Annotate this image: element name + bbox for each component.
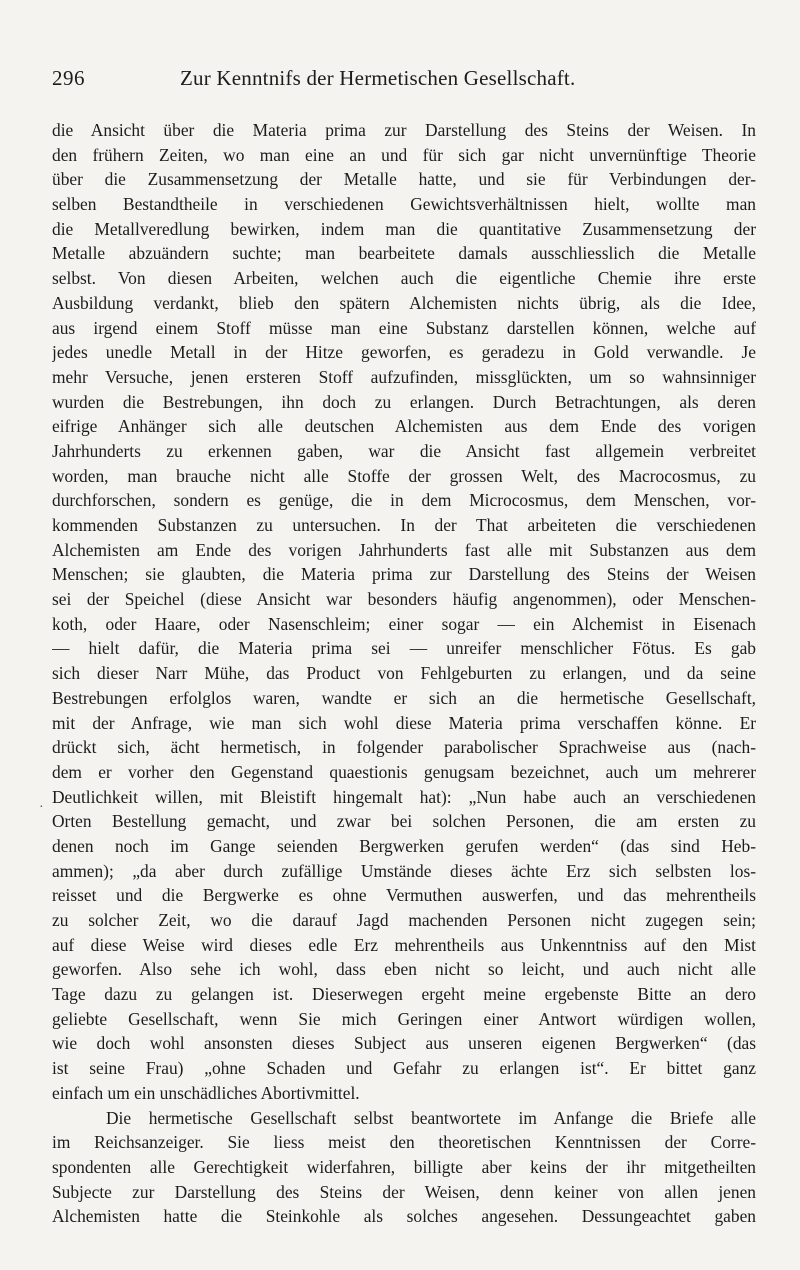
text-line: auf diese Weise wird dieses edle Erz mehrentheils aus Unkenntniss auf den Mist xyxy=(52,934,756,955)
text-line: Metalle abzuändern suchte; man bearbeitete damals ausschliesslich die Metalle xyxy=(52,243,756,264)
text-line: mehr Versuche, jenen ersteren Stoff aufzufinden, missglückten, um so wahnsinniger xyxy=(52,366,756,387)
text-line: eifrige Anhänger sich alle deutschen Alchemisten aus dem Ende des vorigen xyxy=(52,416,756,437)
text-line: wie doch wohl ansonsten dieses Subject aus unseren eigenen Bergwerken“ (das xyxy=(52,1033,756,1054)
text-line: geworfen. Also sehe ich wohl, dass eben nicht so leicht, und auch nicht alle xyxy=(52,959,756,980)
text-line: reisset und die Bergwerke es ohne Vermuthen auswerfen, und das mehrentheils xyxy=(52,885,756,906)
text-line: worden, man brauche nicht alle Stoffe der grossen Welt, des Macrocosmus, zu xyxy=(52,465,756,486)
text-line: Deutlichkeit willen, mit Bleistift hingemalt hat): „Nun habe auch an verschiedenen xyxy=(52,786,756,807)
margin-mark: · xyxy=(39,800,44,815)
text-line: drückt sich, ächt hermetisch, in folgender parabolischer Sprachweise aus (nach- xyxy=(52,737,756,758)
text-line: über die Zusammensetzung der Metalle hatte, und sie für Verbindungen der- xyxy=(52,169,756,190)
text-line: Ausbildung verdankt, blieb den spätern Alchemisten nichts übrig, als die Idee, xyxy=(52,292,756,313)
text-line: jedes unedle Metall in der Hitze geworfen, es geradezu in Gold verwandle. Je xyxy=(52,342,756,363)
text-line: ammen); „da aber durch zufällige Umstände dieses ächte Erz sich selbsten los- xyxy=(52,860,756,881)
running-title: Zur Kenntnifs der Hermetischen Gesellschaft. xyxy=(180,66,576,90)
text-line: selbst. Von diesen Arbeiten, welchen auch die eigentliche Chemie ihre erste xyxy=(52,268,756,289)
text-line: Bestrebungen erfolglos waren, wandte er sich an die hermetische Gesellschaft, xyxy=(52,687,756,708)
text-line: koth, oder Haare, oder Nasenschleim; einer sogar — ein Alchemist in Eisenach xyxy=(52,613,756,634)
text-line: Jahrhunderts zu erkennen gaben, war die Ansicht fast allgemein verbreitet xyxy=(52,440,756,461)
text-line: den frühern Zeiten, wo man eine an und für sich gar nicht unvernünftige Theorie xyxy=(52,144,756,165)
text-line: sei der Speichel (diese Ansicht war besonders häufig angenommen), oder Menschen- xyxy=(52,589,756,610)
page-header xyxy=(52,66,752,94)
text-line: selben Bestandtheile in verschiedenen Gewichtsverhältnissen hielt, wollte man xyxy=(52,194,756,215)
text-line: im Reichsanzeiger. Sie liess meist den theoretischen Kenntnissen der Corre- xyxy=(52,1132,756,1153)
text-line: sich dieser Narr Mühe, das Product von Fehlgeburten zu erlangen, und da seine xyxy=(52,663,756,684)
text-line: kommenden Substanzen zu untersuchen. In der That arbeiteten die verschiedenen xyxy=(52,515,756,535)
page-number: 296 xyxy=(52,66,85,90)
text-line: die Metallveredlung bewirken, indem man die quantitative Zusammensetzung der xyxy=(52,218,756,239)
text-line: Subjecte zur Darstellung des Steins der Weisen, denn keiner von allen jenen xyxy=(52,1181,756,1202)
text-line: Alchemisten am Ende des vorigen Jahrhunderts fast alle mit Substanzen aus dem xyxy=(52,539,756,560)
text-line: denen noch im Gange seienden Bergwerken gerufen werden“ (das sind Heb- xyxy=(52,835,756,856)
text-line: Orten Bestellung gemacht, und zwar bei solchen Personen, die am ersten zu xyxy=(52,811,756,832)
text-line: mit der Anfrage, wie man sich wohl diese Materia prima verschaffen könne. Er xyxy=(52,712,756,733)
text-line: wurden die Bestrebungen, ihn doch zu erlangen. Durch Betrachtungen, als deren xyxy=(52,391,756,412)
text-line: dem er vorher den Gegenstand quaestionis genugsam bezeichnet, auch um mehrerer xyxy=(52,761,756,782)
text-line: spondenten alle Gerechtigkeit widerfahren, billigte aber keins der ihr mitgetheilten xyxy=(52,1156,756,1177)
body-text xyxy=(52,118,756,1229)
paragraph-end-line: einfach um ein unschädliches Abortivmittel. xyxy=(52,1082,360,1103)
paragraph-start-line: Die hermetische Gesellschaft selbst beantwortete im Anfange die Briefe alle xyxy=(106,1107,756,1128)
text-line: Alchemisten hatte die Steinkohle als solches angesehen. Dessungeachtet gaben xyxy=(52,1206,756,1227)
text-line: Tage dazu zu gelangen ist. Dieserwegen ergeht meine ergebenste Bitte an dero xyxy=(52,984,756,1005)
text-line: zu solcher Zeit, wo die darauf Jagd machenden Personen nicht zugegen sein; xyxy=(52,910,756,930)
text-line: — hielt dafür, die Materia prima sei — unreifer menschlicher Fötus. Es gab xyxy=(52,638,756,659)
text-line: ist seine Frau) „ohne Schaden und Gefahr zu erlangen ist“. Er bittet ganz xyxy=(52,1058,756,1079)
text-line: aus irgend einem Stoff müsse man eine Substanz darstellen können, welche auf xyxy=(52,317,756,338)
text-line: Menschen; sie glaubten, die Materia prima zur Darstellung des Steins der Weisen xyxy=(52,564,756,585)
text-line: durchforschen, sondern es genüge, die in dem Microcosmus, dem Menschen, vor- xyxy=(52,490,756,511)
text-line: die Ansicht über die Materia prima zur Darstellung des Steins der Weisen. In xyxy=(52,120,756,140)
text-line: geliebte Gesellschaft, wenn Sie mich Geringen einer Antwort würdigen wollen, xyxy=(52,1008,756,1029)
